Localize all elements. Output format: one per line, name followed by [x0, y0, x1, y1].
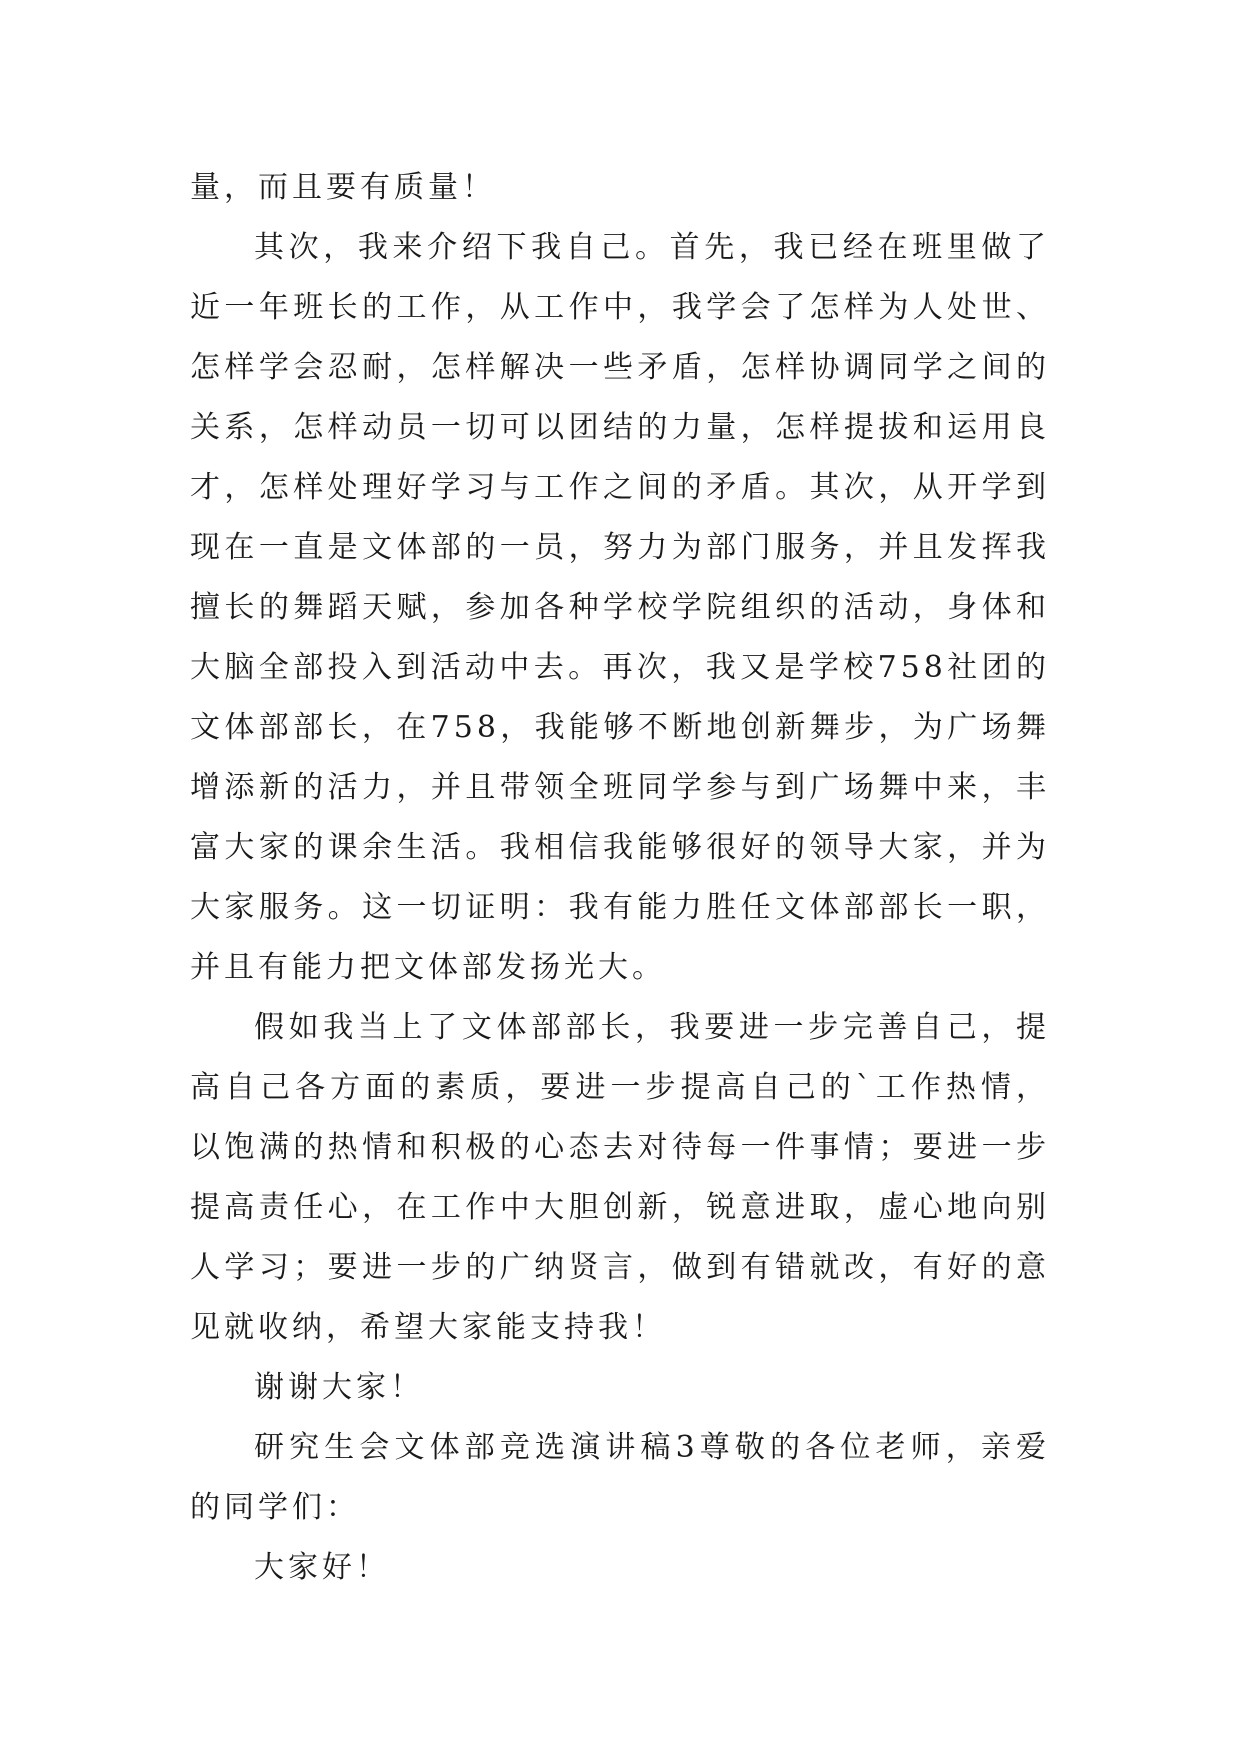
paragraph-introduction: 其次，我来介绍下我自己。首先，我已经在班里做了近一年班长的工作，从工作中，我学会了怎样为人处世、怎样学会忍耐，怎样解决一些矛盾，怎样协调同学之间的关系，怎样动员一切可以团结的力量，怎样提拔和运用良才，怎样处理好学习与工作之间的矛盾。其次，从开学到现在一直是文体部的一员，努力为部门服务，并且发挥我擅长的舞蹈天赋，参加各种学校学院组织的活动，身体和大脑全部投入到活动中去。再次，我又是学校758社团的文体部部长，在758，我能够不断地创新舞步，为广场舞增添新的活力，并且带领全班同学参与到广场舞中来，丰富大家的课余生活。我相信我能够很好的领导大家，并为大家服务。这一切证明：我有能力胜任文体部部长一职，并且有能力把文体部发扬光大。: [190, 230, 1050, 985]
paragraph-continuation: 量，而且要有质量！: [190, 170, 496, 205]
paragraph-next-speech-title: 研究生会文体部竞选演讲稿3尊敬的各位老师，亲爱的同学们：: [190, 1430, 1050, 1525]
document-page: [190, 158, 1050, 1598]
paragraph-greeting: 大家好！: [254, 1550, 390, 1585]
paragraph-thanks: 谢谢大家！: [254, 1370, 424, 1405]
paragraph-plans: 假如我当上了文体部部长，我要进一步完善自己，提高自己各方面的素质，要进一步提高自己的`工作热情，以饱满的热情和积极的心态去对待每一件事情；要进一步提高责任心，在工作中大胆创新，锐意进取，虚心地向别人学习；要进一步的广纳贤言，做到有错就改，有好的意见就收纳，希望大家能支持我！: [190, 1010, 1050, 1345]
